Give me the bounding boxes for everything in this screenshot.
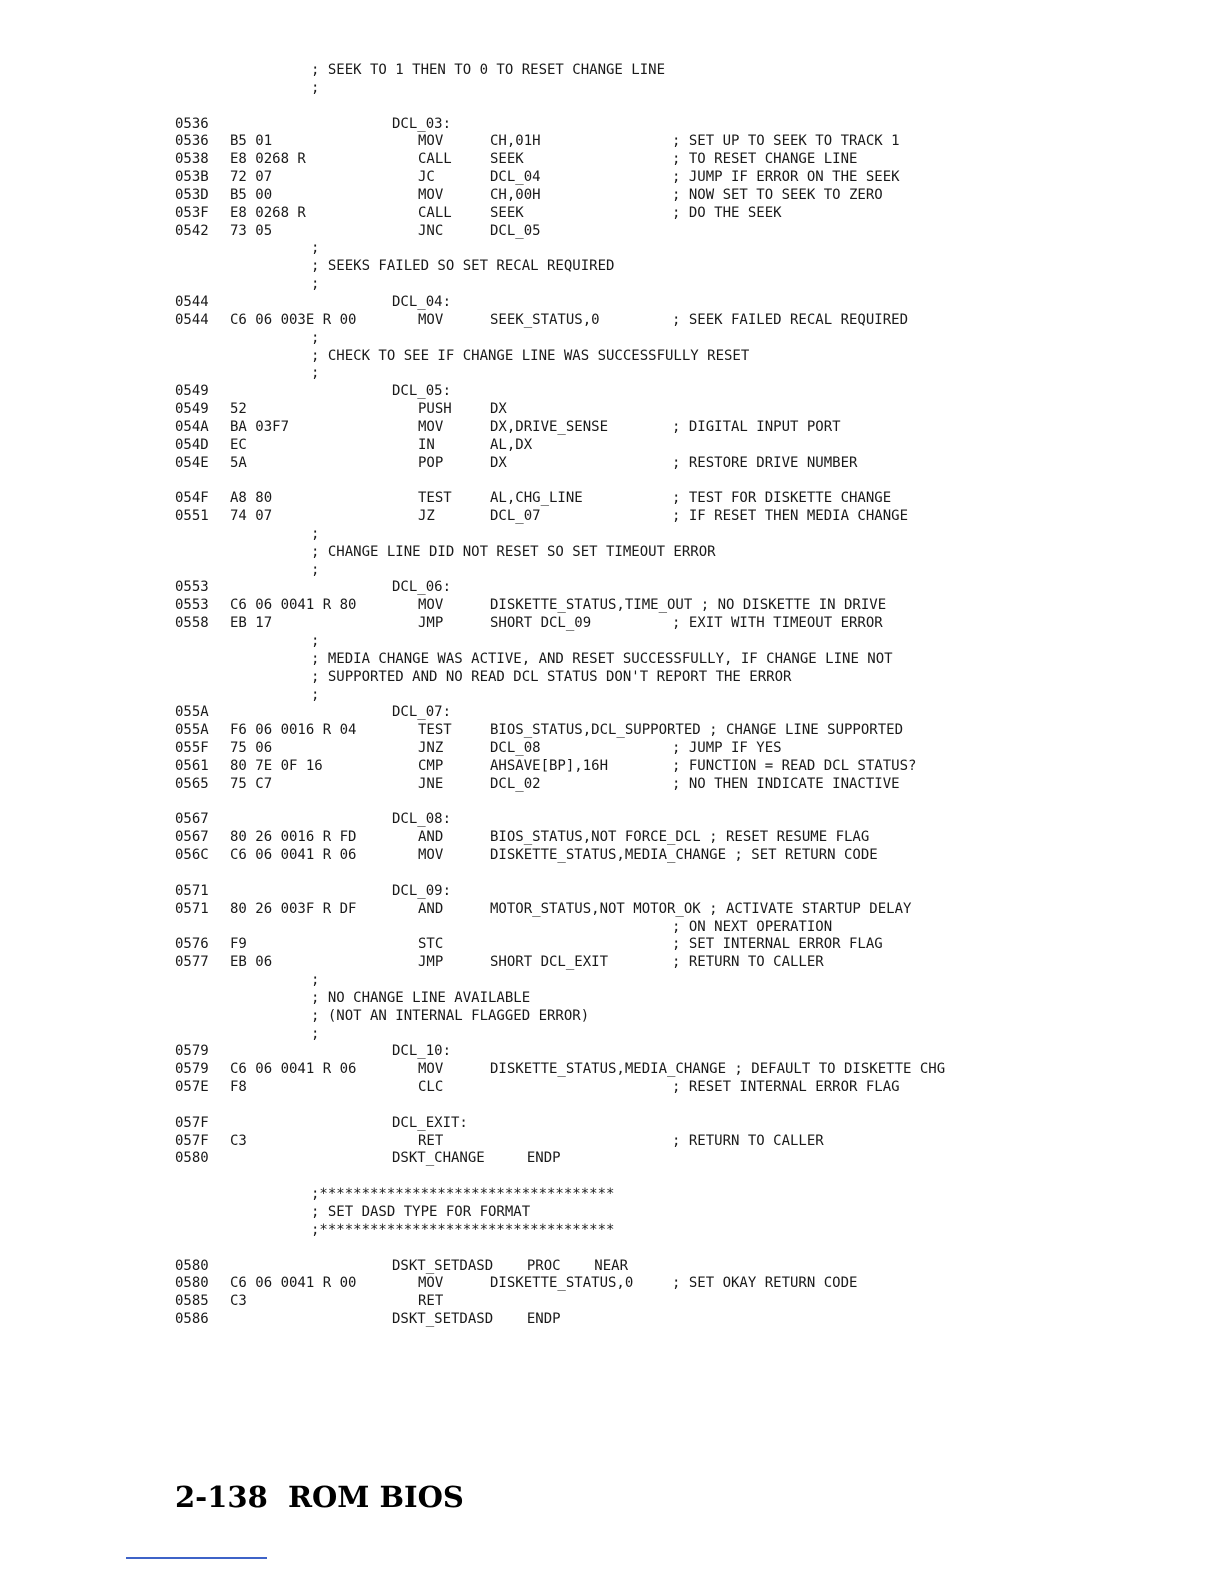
mnemonic-field: CALL: [418, 151, 452, 168]
operand-field: DX: [490, 454, 507, 471]
comment-field: ; EXIT WITH TIMEOUT ERROR: [672, 615, 883, 632]
address-field: 0571: [175, 900, 209, 917]
mnemonic-field: STC: [418, 936, 444, 953]
object-code-field: BA 03F7: [230, 418, 290, 435]
comment-field: ; SET UP TO SEEK TO TRACK 1: [672, 133, 900, 150]
mnemonic-field: CLC: [418, 1079, 444, 1096]
operand-field: DISKETTE_STATUS,0: [490, 1275, 634, 1292]
address-field: 0580: [175, 1275, 209, 1292]
mnemonic-field: MOV: [418, 418, 444, 435]
comment-text: ; MEDIA CHANGE WAS ACTIVE, AND RESET SUCCESSFULLY, IF CHANGE LINE NOT: [311, 650, 893, 667]
object-code-field: 75 06: [230, 740, 273, 757]
operand-field: AHSAVE[BP],16H: [490, 757, 609, 774]
blank-line: [0, 1168, 1224, 1186]
address-field: 0567: [175, 811, 209, 828]
address-field: 0536: [175, 133, 209, 150]
comment-field: ; ON NEXT OPERATION: [672, 918, 833, 935]
label-field: DCL_06:: [392, 579, 452, 596]
address-field: 053D: [175, 186, 209, 203]
mnemonic-field: JMP: [418, 615, 444, 632]
address-field: 054A: [175, 418, 209, 435]
mnemonic-field: MOV: [418, 186, 444, 203]
comment-line: [0, 687, 1224, 705]
address-field: 0553: [175, 579, 209, 596]
object-code-field: 73 05: [230, 222, 273, 239]
code-line: [0, 811, 1224, 829]
object-code-field: 80 26 0016 R FD: [230, 829, 357, 846]
address-field: 0576: [175, 936, 209, 953]
object-code-field: B5 01: [230, 133, 273, 150]
label-field: DSKT_SETDASD PROC NEAR: [392, 1257, 629, 1274]
object-code-field: EB 17: [230, 615, 273, 632]
mnemonic-field: RET: [418, 1132, 444, 1149]
label-field: DCL_03:: [392, 115, 452, 132]
operand-field: DCL_08: [490, 740, 541, 757]
object-code-field: C6 06 0041 R 80: [230, 597, 357, 614]
comment-text: ;: [311, 329, 320, 346]
object-code-field: C6 06 0041 R 06: [230, 1061, 357, 1078]
object-code-field: 80 26 003F R DF: [230, 900, 357, 917]
comment-line: [0, 526, 1224, 544]
address-field: 055A: [175, 722, 209, 739]
mnemonic-field: MOV: [418, 1061, 444, 1078]
mnemonic-field: MOV: [418, 311, 444, 328]
comment-line: [0, 651, 1224, 669]
comment-line: [0, 330, 1224, 348]
operand-field: DISKETTE_STATUS,MEDIA_CHANGE ; DEFAULT TO DISKETTE CHG: [490, 1061, 946, 1078]
comment-field: ; NOW SET TO SEEK TO ZERO: [672, 186, 883, 203]
code-line: [0, 294, 1224, 312]
code-line: [0, 490, 1224, 508]
label-field: DCL_10:: [392, 1043, 452, 1060]
object-code-field: C6 06 0041 R 06: [230, 847, 357, 864]
object-code-field: F6 06 0016 R 04: [230, 722, 357, 739]
comment-field: ; FUNCTION = READ DCL STATUS?: [672, 757, 917, 774]
code-line: [0, 205, 1224, 223]
object-code-field: 5A: [230, 454, 247, 471]
blank-line: [0, 1240, 1224, 1258]
object-code-field: C3: [230, 1132, 247, 1149]
address-field: 0580: [175, 1150, 209, 1167]
code-line: [0, 1258, 1224, 1276]
footer-rule: [126, 1557, 267, 1559]
comment-field: ; RETURN TO CALLER: [672, 954, 824, 971]
comment-field: ; TEST FOR DISKETTE CHANGE: [672, 490, 892, 507]
operand-field: SEEK_STATUS,0: [490, 311, 600, 328]
comment-line: [0, 972, 1224, 990]
address-field: 054F: [175, 490, 209, 507]
blank-line: [0, 794, 1224, 812]
object-code-field: EC: [230, 436, 247, 453]
address-field: 0549: [175, 401, 209, 418]
operand-field: DISKETTE_STATUS,MEDIA_CHANGE ; SET RETURN CODE: [490, 847, 878, 864]
comment-line: [0, 365, 1224, 383]
address-field: 0561: [175, 757, 209, 774]
object-code-field: A8 80: [230, 490, 273, 507]
object-code-field: F9: [230, 936, 247, 953]
address-field: 0580: [175, 1257, 209, 1274]
address-field: 0538: [175, 151, 209, 168]
mnemonic-field: MOV: [418, 847, 444, 864]
label-field: DSKT_SETDASD ENDP: [392, 1311, 561, 1328]
operand-field: BIOS_STATUS,NOT FORCE_DCL ; RESET RESUME FLAG: [490, 829, 870, 846]
label-field: DCL_09:: [392, 882, 452, 899]
comment-field: ; RETURN TO CALLER: [672, 1132, 824, 1149]
operand-field: DCL_02: [490, 775, 541, 792]
address-field: 055F: [175, 740, 209, 757]
blank-line: [0, 865, 1224, 883]
comment-line: [0, 562, 1224, 580]
comment-line: [0, 240, 1224, 258]
comment-field: ; JUMP IF YES: [672, 740, 782, 757]
operand-field: MOTOR_STATUS,NOT MOTOR_OK ; ACTIVATE STARTUP DELAY: [490, 900, 912, 917]
comment-text: ;: [311, 1025, 320, 1042]
comment-field: ; SET OKAY RETURN CODE: [672, 1275, 858, 1292]
comment-line: [0, 633, 1224, 651]
object-code-field: 80 7E 0F 16: [230, 757, 323, 774]
mnemonic-field: POP: [418, 454, 444, 471]
operand-field: SEEK: [490, 204, 524, 221]
comment-text: ;: [311, 79, 320, 96]
mnemonic-field: MOV: [418, 597, 444, 614]
code-line: [0, 223, 1224, 241]
address-field: 056C: [175, 847, 209, 864]
label-field: DCL_07:: [392, 704, 452, 721]
comment-line: [0, 1008, 1224, 1026]
code-line: [0, 704, 1224, 722]
code-line: [0, 829, 1224, 847]
comment-line: [0, 62, 1224, 80]
mnemonic-field: AND: [418, 900, 444, 917]
mnemonic-field: JZ: [418, 508, 435, 525]
code-line: [0, 901, 1224, 919]
comment-line: [0, 1026, 1224, 1044]
code-line: [0, 1133, 1224, 1151]
address-field: 054D: [175, 436, 209, 453]
operand-field: SHORT DCL_09: [490, 615, 592, 632]
comment-text: ; CHANGE LINE DID NOT RESET SO SET TIMEOUT ERROR: [311, 543, 716, 560]
address-field: 054E: [175, 454, 209, 471]
label-field: DCL_08:: [392, 811, 452, 828]
code-line: [0, 615, 1224, 633]
operand-field: SHORT DCL_EXIT: [490, 954, 609, 971]
code-line: [0, 151, 1224, 169]
mnemonic-field: TEST: [418, 722, 452, 739]
operand-field: DCL_05: [490, 222, 541, 239]
blank-line: [0, 98, 1224, 116]
comment-field: ; RESET INTERNAL ERROR FLAG: [672, 1079, 900, 1096]
comment-text: ;: [311, 365, 320, 382]
operand-field: DCL_07: [490, 508, 541, 525]
comment-line: [0, 1186, 1224, 1204]
address-field: 0579: [175, 1061, 209, 1078]
address-field: 0565: [175, 775, 209, 792]
comment-text: ;: [311, 276, 320, 293]
address-field: 0542: [175, 222, 209, 239]
code-line: [0, 1043, 1224, 1061]
code-line: [0, 169, 1224, 187]
address-field: 0549: [175, 383, 209, 400]
mnemonic-field: JNE: [418, 775, 444, 792]
mnemonic-field: TEST: [418, 490, 452, 507]
comment-line: [0, 544, 1224, 562]
code-line: [0, 419, 1224, 437]
address-field: 0544: [175, 311, 209, 328]
address-field: 0586: [175, 1311, 209, 1328]
label-field: DCL_04:: [392, 293, 452, 310]
operand-field: DISKETTE_STATUS,TIME_OUT ; NO DISKETTE IN DRIVE: [490, 597, 887, 614]
code-line: [0, 508, 1224, 526]
code-line: [0, 1115, 1224, 1133]
comment-text: ; SEEK TO 1 THEN TO 0 TO RESET CHANGE LINE: [311, 62, 666, 78]
label-field: DCL_05:: [392, 383, 452, 400]
code-line: [0, 187, 1224, 205]
comment-text: ;: [311, 525, 320, 542]
mnemonic-field: CMP: [418, 757, 444, 774]
comment-text: ; CHECK TO SEE IF CHANGE LINE WAS SUCCESSFULLY RESET: [311, 347, 750, 364]
code-line: [0, 847, 1224, 865]
mnemonic-field: JC: [418, 169, 435, 186]
address-field: 0551: [175, 508, 209, 525]
code-line: [0, 1275, 1224, 1293]
code-line: [0, 1311, 1224, 1329]
mnemonic-field: AND: [418, 829, 444, 846]
code-line: [0, 1150, 1224, 1168]
address-field: 0579: [175, 1043, 209, 1060]
comment-line: [0, 80, 1224, 98]
operand-field: AL,CHG_LINE: [490, 490, 583, 507]
address-field: 0567: [175, 829, 209, 846]
code-line: [0, 383, 1224, 401]
code-line: [0, 579, 1224, 597]
code-line: [0, 1079, 1224, 1097]
object-code-field: C6 06 003E R 00: [230, 311, 357, 328]
operand-field: BIOS_STATUS,DCL_SUPPORTED ; CHANGE LINE SUPPORTED: [490, 722, 904, 739]
comment-field: ; TO RESET CHANGE LINE: [672, 151, 858, 168]
operand-field: DX: [490, 401, 507, 418]
comment-text: ; SEEKS FAILED SO SET RECAL REQUIRED: [311, 258, 615, 275]
mnemonic-field: CALL: [418, 204, 452, 221]
comment-field: ; SEEK FAILED RECAL REQUIRED: [672, 311, 909, 328]
comment-text: ;***********************************: [311, 1221, 615, 1238]
comment-text: ; SUPPORTED AND NO READ DCL STATUS DON'T REPORT THE ERROR: [311, 668, 792, 685]
comment-text: ; (NOT AN INTERNAL FLAGGED ERROR): [311, 1007, 590, 1024]
object-code-field: 74 07: [230, 508, 273, 525]
comment-line: [0, 1222, 1224, 1240]
mnemonic-field: MOV: [418, 1275, 444, 1292]
operand-field: DX,DRIVE_SENSE: [490, 418, 609, 435]
comment-field: ; NO THEN INDICATE INACTIVE: [672, 775, 900, 792]
address-field: 0536: [175, 115, 209, 132]
address-field: 0544: [175, 293, 209, 310]
page-footer-title: 2-138 ROM BIOS: [175, 1480, 464, 1514]
mnemonic-field: JNZ: [418, 740, 444, 757]
label-field: DCL_EXIT:: [392, 1114, 468, 1131]
code-line: [0, 1293, 1224, 1311]
code-line: [0, 954, 1224, 972]
code-line: [0, 919, 1224, 937]
address-field: 055A: [175, 704, 209, 721]
comment-text: ;***********************************: [311, 1186, 615, 1203]
address-field: 0558: [175, 615, 209, 632]
mnemonic-field: MOV: [418, 133, 444, 150]
comment-text: ;: [311, 686, 320, 703]
blank-line: [0, 1097, 1224, 1115]
object-code-field: 75 C7: [230, 775, 273, 792]
code-listing: [0, 62, 1224, 1329]
code-line: [0, 116, 1224, 134]
blank-line: [0, 472, 1224, 490]
comment-line: [0, 258, 1224, 276]
comment-line: [0, 1204, 1224, 1222]
comment-line: [0, 669, 1224, 687]
comment-field: ; JUMP IF ERROR ON THE SEEK: [672, 169, 900, 186]
object-code-field: 52: [230, 401, 247, 418]
object-code-field: F8: [230, 1079, 247, 1096]
operand-field: CH,01H: [490, 133, 541, 150]
comment-field: ; DO THE SEEK: [672, 204, 782, 221]
code-line: [0, 597, 1224, 615]
object-code-field: E8 0268 R: [230, 204, 306, 221]
object-code-field: E8 0268 R: [230, 151, 306, 168]
mnemonic-field: RET: [418, 1293, 444, 1310]
object-code-field: EB 06: [230, 954, 273, 971]
comment-text: ;: [311, 561, 320, 578]
address-field: 053B: [175, 169, 209, 186]
comment-text: ;: [311, 972, 320, 989]
code-line: [0, 1061, 1224, 1079]
mnemonic-field: JNC: [418, 222, 444, 239]
code-line: [0, 936, 1224, 954]
code-line: [0, 740, 1224, 758]
mnemonic-field: IN: [418, 436, 435, 453]
comment-field: ; IF RESET THEN MEDIA CHANGE: [672, 508, 909, 525]
address-field: 0585: [175, 1293, 209, 1310]
code-line: [0, 312, 1224, 330]
label-field: DSKT_CHANGE ENDP: [392, 1150, 561, 1167]
address-field: 057F: [175, 1132, 209, 1149]
code-line: [0, 758, 1224, 776]
comment-text: ; SET DASD TYPE FOR FORMAT: [311, 1204, 531, 1220]
comment-text: ;: [311, 240, 320, 257]
code-line: [0, 883, 1224, 901]
code-line: [0, 722, 1224, 740]
code-line: [0, 455, 1224, 473]
address-field: 0553: [175, 597, 209, 614]
address-field: 053F: [175, 204, 209, 221]
operand-field: CH,00H: [490, 186, 541, 203]
mnemonic-field: PUSH: [418, 401, 452, 418]
code-line: [0, 133, 1224, 151]
code-line: [0, 776, 1224, 794]
comment-line: [0, 348, 1224, 366]
mnemonic-field: JMP: [418, 954, 444, 971]
comment-field: ; SET INTERNAL ERROR FLAG: [672, 936, 883, 953]
operand-field: AL,DX: [490, 436, 533, 453]
comment-text: ; NO CHANGE LINE AVAILABLE: [311, 989, 531, 1006]
object-code-field: B5 00: [230, 186, 273, 203]
address-field: 057E: [175, 1079, 209, 1096]
object-code-field: C3: [230, 1293, 247, 1310]
address-field: 0571: [175, 882, 209, 899]
object-code-field: C6 06 0041 R 00: [230, 1275, 357, 1292]
comment-text: ;: [311, 633, 320, 649]
comment-field: ; DIGITAL INPUT PORT: [672, 418, 841, 435]
operand-field: SEEK: [490, 151, 524, 168]
code-line: [0, 401, 1224, 419]
code-line: [0, 437, 1224, 455]
address-field: 057F: [175, 1114, 209, 1131]
comment-line: [0, 990, 1224, 1008]
operand-field: DCL_04: [490, 169, 541, 186]
object-code-field: 72 07: [230, 169, 273, 186]
address-field: 0577: [175, 954, 209, 971]
comment-field: ; RESTORE DRIVE NUMBER: [672, 454, 858, 471]
comment-line: [0, 276, 1224, 294]
